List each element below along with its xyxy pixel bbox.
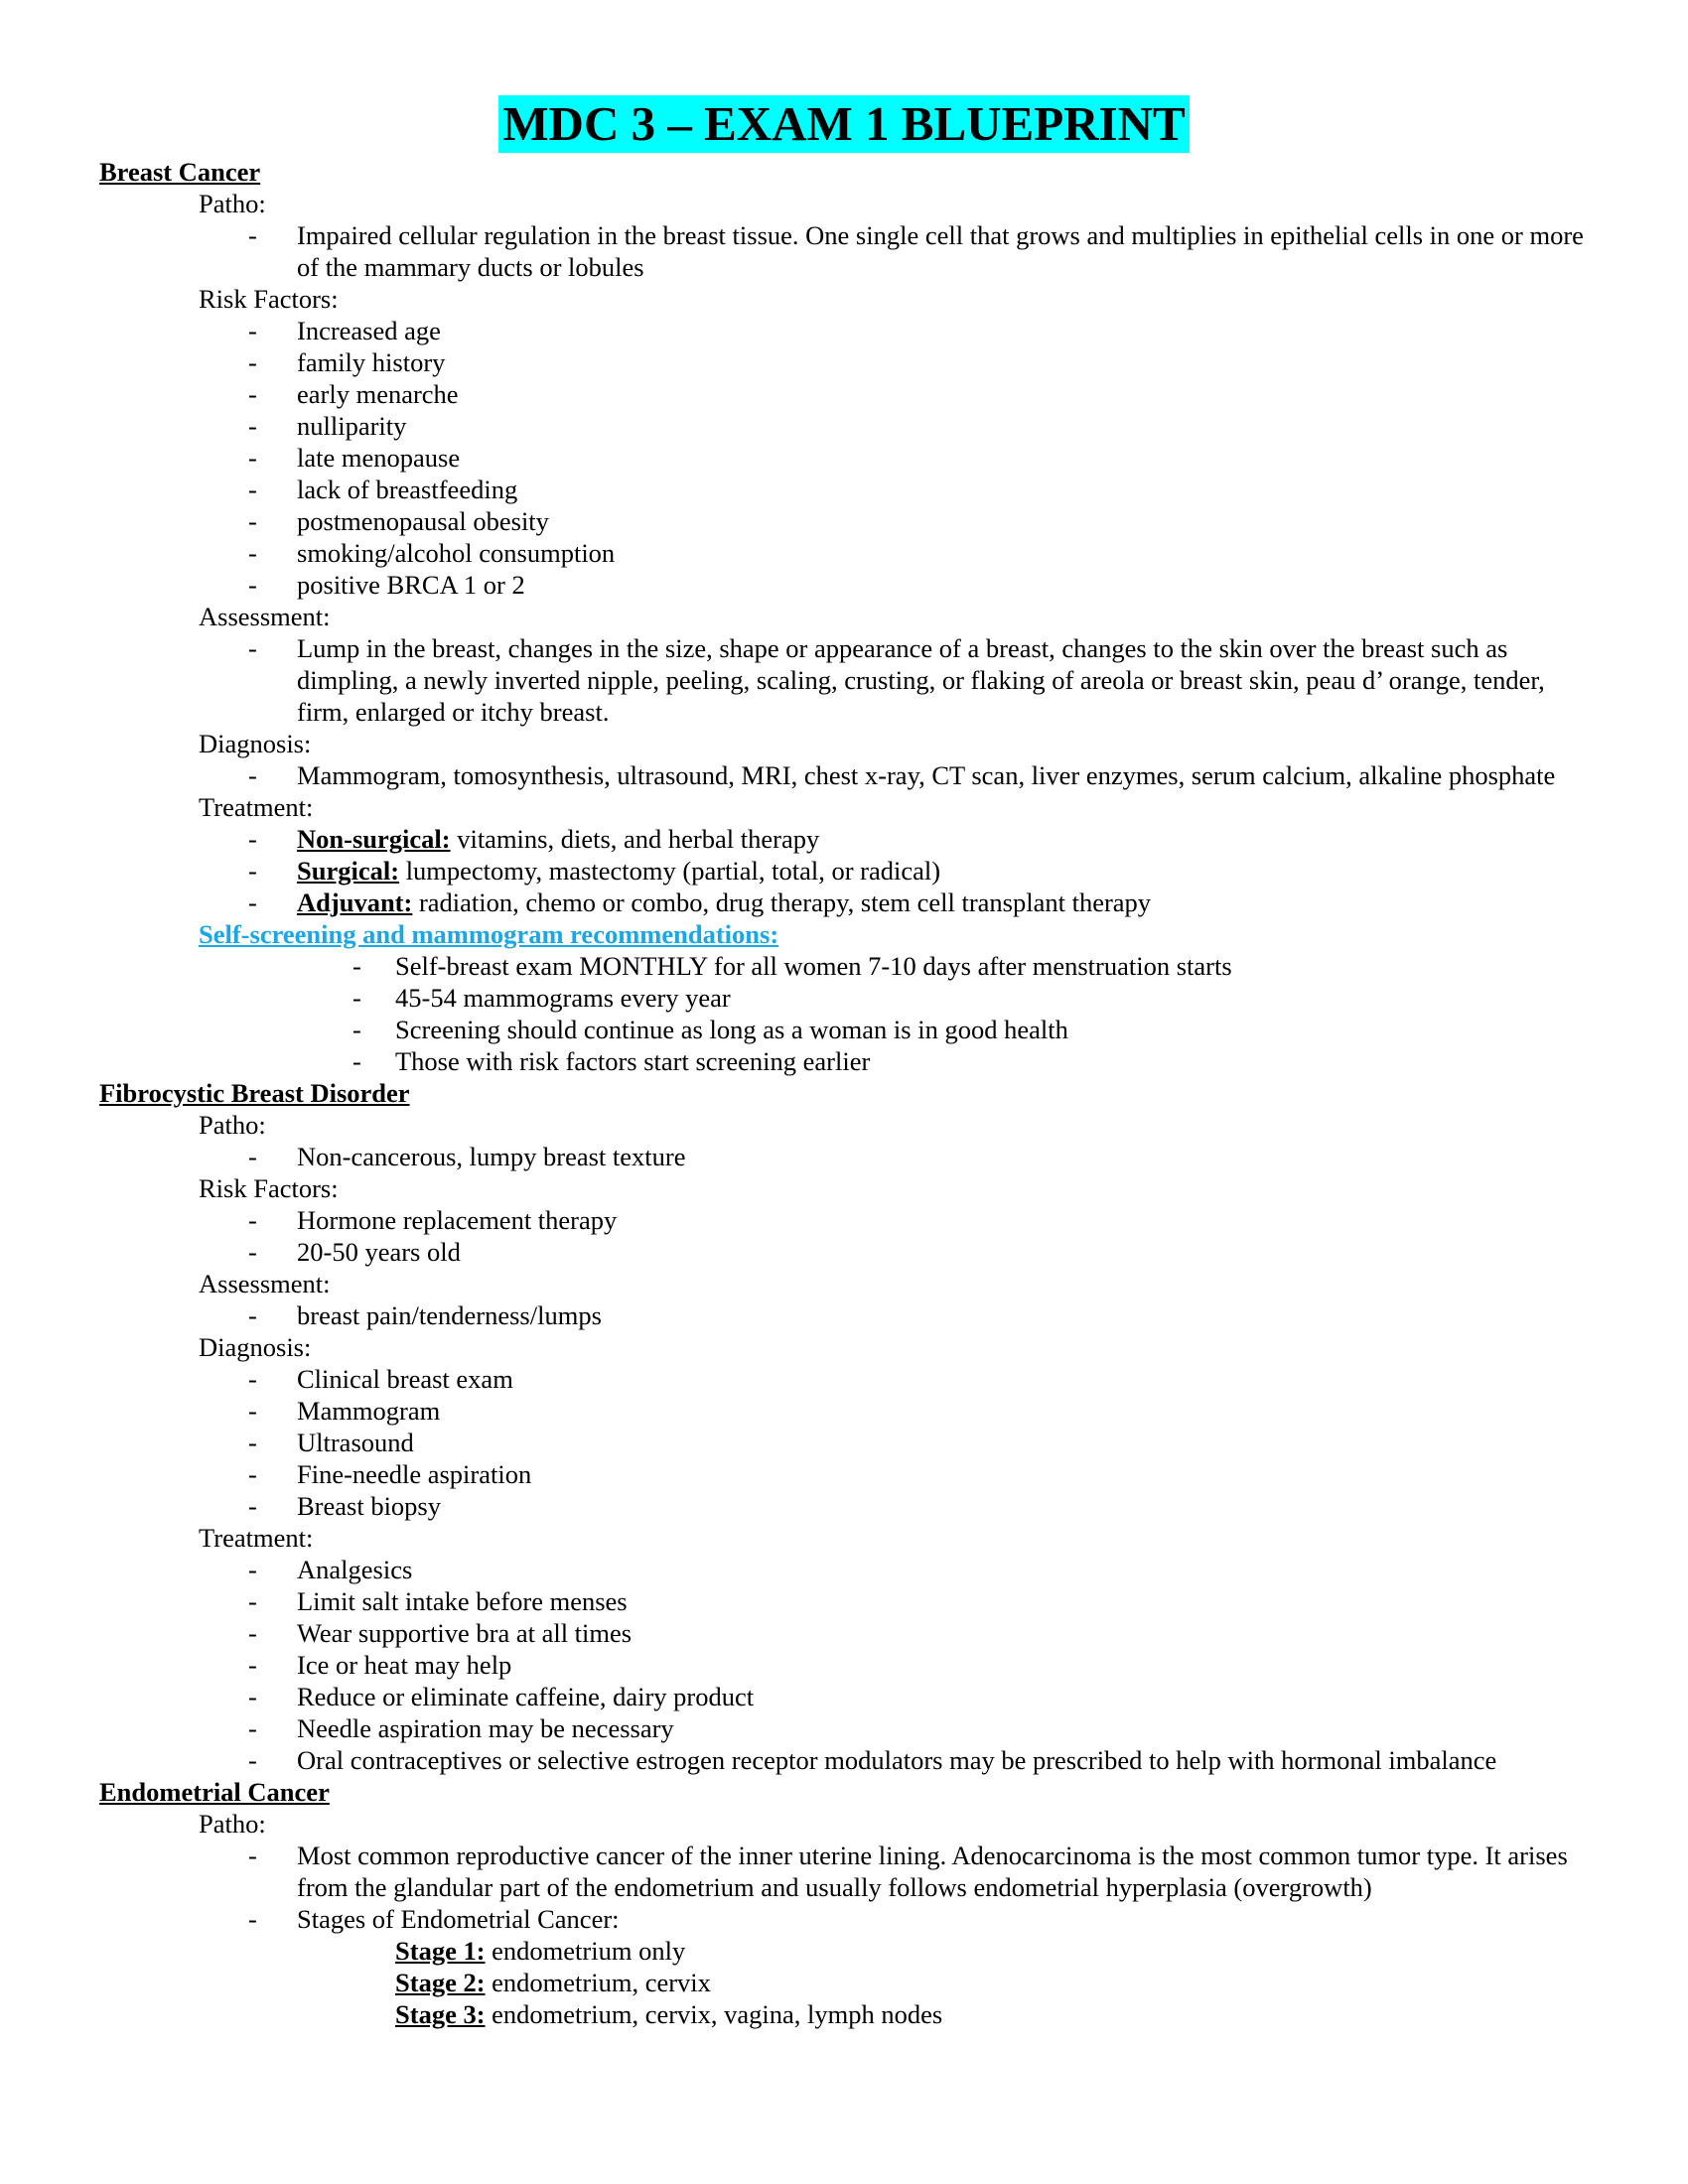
patho-label: Patho: (199, 189, 266, 218)
list-item: - Clinical breast exam (248, 1364, 513, 1394)
list-item: - Wear supportive bra at all times (248, 1618, 633, 1648)
treatment-type-label: Surgical: (297, 856, 400, 886)
stage-label: Stage 3: (395, 1999, 486, 2029)
list-item: - Those with risk factors start screening earlier (352, 1046, 871, 1076)
document-body (0, 156, 1688, 2030)
list-item: - early menarche (248, 379, 459, 409)
title-wrap (0, 95, 1688, 153)
list-item: - Mammogram (248, 1396, 441, 1426)
list-item: - lack of breastfeeding (248, 475, 518, 504)
list-item: - 20-50 years old (248, 1237, 461, 1267)
list-item: - Fine-needle aspiration (248, 1459, 532, 1489)
list-item: - smoking/alcohol consumption (248, 538, 616, 568)
stage-label: Stage 2: (395, 1968, 486, 1997)
list-item: - Needle aspiration may be necessary (248, 1713, 674, 1743)
stage-item: Stage 2: endometrium, cervix (395, 1968, 711, 1997)
list-item: - Screening should continue as long as a woman is in good health (352, 1015, 1068, 1044)
list-item: - Increased age (248, 316, 441, 345)
risk-factors-label: Risk Factors: (199, 284, 339, 314)
treatment-type-label: Adjuvant: (297, 887, 413, 917)
list-item: - breast pain/tenderness/lumps (248, 1300, 602, 1330)
list-item: - late menopause (248, 443, 461, 473)
diagnosis-label: Diagnosis: (199, 729, 312, 758)
list-item: - Limit salt intake before menses (248, 1586, 628, 1616)
screening-recommendations-heading: Self-screening and mammogram recommendations: (199, 919, 779, 949)
section-heading-breast-cancer: Breast Cancer (99, 157, 261, 187)
list-item: - Mammogram, tomosynthesis, ultrasound, MRI, chest x-ray, CT scan, liver enzymes, serum calcium, alkaline phosphate (248, 760, 1556, 790)
section-heading-endometrial: Endometrial Cancer (99, 1777, 330, 1807)
list-item: - Breast biopsy (248, 1491, 441, 1521)
list-item: - 45-54 mammograms every year (352, 983, 731, 1013)
list-item: - Reduce or eliminate caffeine, dairy product (248, 1682, 755, 1711)
diagnosis-label: Diagnosis: (199, 1332, 312, 1362)
assessment-label: Assessment: (199, 1269, 331, 1298)
list-item: - Surgical: lumpectomy, mastectomy (partial, total, or radical) (248, 856, 941, 886)
list-item: - Ice or heat may help (248, 1650, 512, 1680)
list-item: - postmenopausal obesity (248, 506, 549, 536)
list-item: - family history (248, 347, 446, 377)
patho-label: Patho: (199, 1809, 266, 1839)
list-item: - Adjuvant: radiation, chemo or combo, drug therapy, stem cell transplant therapy (248, 887, 1152, 917)
stage-item: Stage 3: endometrium, cervix, vagina, lymph nodes (395, 1999, 943, 2029)
list-item: - Stages of Endometrial Cancer: (248, 1904, 620, 1934)
list-item: - Most common reproductive cancer of the inner uterine lining. Adenocarcinoma is the most common tumor type. It arises from the glandular part of the endometrium and usually follows endometrial hyperplasia (overgrowth) (248, 1841, 1568, 1902)
list-item: - Hormone replacement therapy (248, 1205, 618, 1235)
risk-factors-label: Risk Factors: (199, 1173, 339, 1203)
treatment-type-label: Non-surgical: (297, 824, 451, 854)
stage-item: Stage 1: endometrium only (395, 1936, 686, 1966)
list-item: - Analgesics (248, 1555, 413, 1584)
list-item: - nulliparity (248, 411, 407, 441)
list-item: - Non-cancerous, lumpy breast texture (248, 1142, 686, 1171)
list-item: - Ultrasound (248, 1428, 414, 1457)
treatment-label: Treatment: (199, 1523, 314, 1553)
list-item: - positive BRCA 1 or 2 (248, 570, 525, 600)
document-title: MDC 3 – EXAM 1 BLUEPRINT (498, 95, 1189, 153)
treatment-label: Treatment: (199, 792, 314, 822)
section-heading-fibrocystic: Fibrocystic Breast Disorder (99, 1078, 410, 1108)
list-item: - Non-surgical: vitamins, diets, and herbal therapy (248, 824, 820, 854)
list-item: - Oral contraceptives or selective estrogen receptor modulators may be prescribed to help with hormonal imbalance (248, 1745, 1497, 1775)
list-item: - Self-breast exam MONTHLY for all women 7-10 days after menstruation starts (352, 951, 1232, 981)
list-item: - Lump in the breast, changes in the size, shape or appearance of a breast, changes to the skin over the breast such as dimpling, a newly inverted nipple, peeling, scaling, crusting, or flaking of areola or breast skin, peau d’ orange, tender, firm, enlarged or itchy breast. (248, 633, 1545, 727)
assessment-label: Assessment: (199, 602, 331, 631)
list-item: - Impaired cellular regulation in the breast tissue. One single cell that grows and multiplies in epithelial cells in one or more of the mammary ducts or lobules (248, 220, 1584, 282)
stage-label: Stage 1: (395, 1936, 486, 1966)
patho-label: Patho: (199, 1110, 266, 1140)
